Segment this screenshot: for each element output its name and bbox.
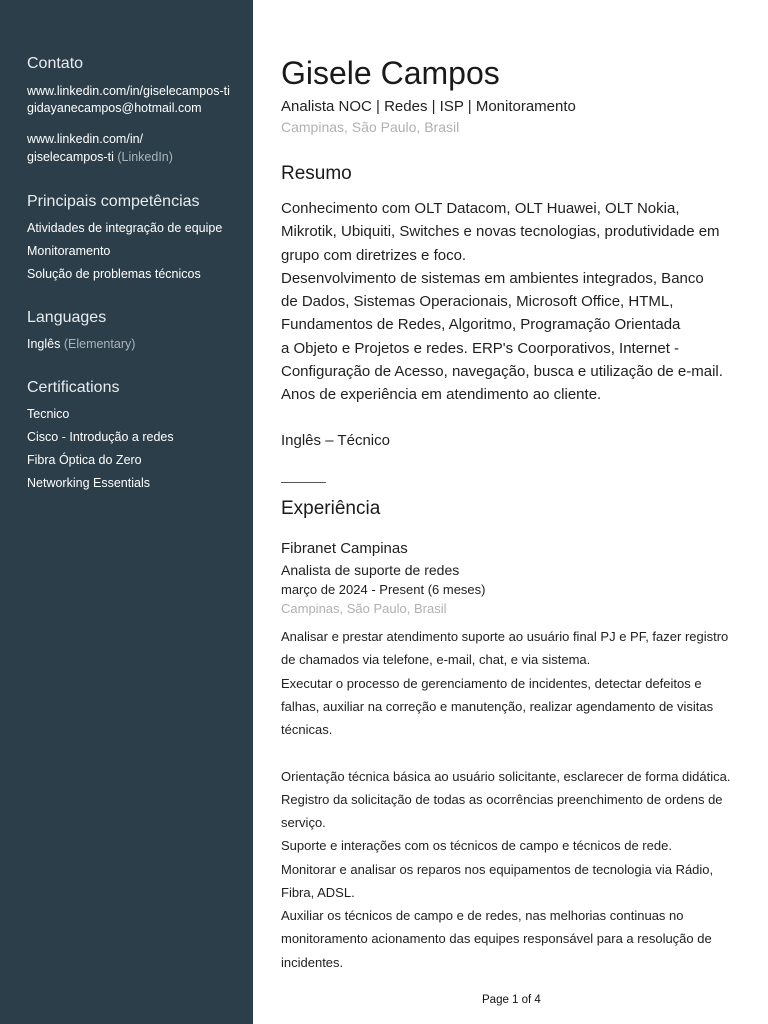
page-number: Page 1 of 4	[482, 994, 541, 1006]
profile-headline: Analista NOC | Redes | ISP | Monitoramento	[281, 98, 576, 115]
summary-line: a Objeto e Projetos e redes. ERP's Coorporativos, Internet -	[281, 339, 680, 357]
summary-line: Fundamentos de Redes, Algoritmo, Programação Orientada	[281, 316, 681, 334]
contact-heading: Contato	[27, 55, 84, 72]
description-line: incidentes.	[281, 954, 344, 970]
skill-item: Solução de problemas técnicos	[27, 267, 201, 281]
experience-title: Experiência	[281, 498, 381, 519]
linkedin-link-2[interactable]: www.linkedin.com/in/	[27, 132, 144, 146]
description-line: Orientação técnica básica ao usuário solicitante, esclarecer de forma didática.	[281, 768, 731, 784]
description-line: Suporte e interações com os técnicos de campo e técnicos de rede.	[281, 838, 672, 854]
linkedin-handle: giselecampos-ti	[27, 150, 114, 164]
experience-dates: março de 2024 - Present (6 meses)	[281, 582, 486, 597]
experience-location: Campinas, São Paulo, Brasil	[281, 601, 447, 616]
description-line: de chamados via telefone, e-mail, chat, e via sistema.	[281, 652, 591, 668]
languages-heading: Languages	[27, 309, 107, 326]
description-line: Executar o processo de gerenciamento de incidentes, detectar defeitos e	[281, 675, 702, 691]
description-line: Fibra, ADSL.	[281, 884, 355, 900]
linkedin-link[interactable]: www.linkedin.com/in/giselecampos-ti	[27, 84, 230, 98]
summary-line: grupo com diretrizes e foco.	[281, 246, 467, 264]
linkedin-suffix: (LinkedIn)	[117, 150, 173, 164]
summary-line: Anos de experiência em atendimento ao cliente.	[281, 386, 602, 404]
experience-role: Analista de suporte de redes	[281, 562, 460, 578]
description-line: serviço.	[281, 815, 326, 830]
section-divider	[281, 482, 326, 483]
summary-line: Conhecimento com OLT Datacom, OLT Huawei, OLT Nokia,	[281, 200, 680, 217]
main-content	[253, 0, 768, 1024]
linkedin-link-2-cont[interactable]	[27, 149, 173, 165]
description-line: técnicas.	[281, 722, 333, 737]
skill-item: Atividades de integração de equipe	[27, 221, 223, 235]
certification-item: Networking Essentials	[27, 476, 150, 490]
summary-text	[281, 197, 723, 407]
description-line	[281, 741, 730, 764]
summary-line: Configuração de Acesso, navegação, busca e utilização de e-mail.	[281, 363, 723, 381]
description-line: monitoramento acionamento das equipes responsável para a resolução de	[281, 931, 712, 947]
language-name: Inglês	[27, 337, 61, 351]
summary-line: Mikrotik, Ubiquiti, Switches e novas tecnologias, produtividade em	[281, 223, 720, 241]
skill-item: Monitoramento	[27, 244, 111, 258]
description-line: Analisar e prestar atendimento suporte ao usuário final PJ e PF, fazer registro	[281, 629, 729, 644]
profile-name: Gisele Campos	[281, 55, 500, 91]
email-link[interactable]: gidayanecampos@hotmail.com	[27, 101, 202, 115]
language-note: Inglês – Técnico	[281, 432, 390, 449]
description-line: Registro da solicitação de todas as ocorrências preenchimento de ordens de	[281, 791, 723, 807]
experience-description	[281, 625, 730, 974]
summary-line: de Dados, Sistemas Operacionais, Microsoft Office, HTML,	[281, 293, 674, 311]
certifications-heading: Certifications	[27, 379, 120, 396]
summary-title: Resumo	[281, 163, 352, 184]
description-line: Auxiliar os técnicos de campo e de redes, nas melhorias continuas no	[281, 908, 684, 923]
skills-heading: Principais competências	[27, 193, 200, 210]
sidebar	[0, 0, 253, 1024]
profile-location: Campinas, São Paulo, Brasil	[281, 119, 460, 135]
experience-company: Fibranet Campinas	[281, 540, 408, 557]
description-line: Monitorar e analisar os reparos nos equipamentos de tecnologia via Rádio,	[281, 861, 714, 877]
certification-item: Cisco - Introdução a redes	[27, 430, 174, 444]
certification-item: Fibra Óptica do Zero	[27, 453, 142, 467]
certification-item: Tecnico	[27, 407, 70, 421]
description-line: falhas, auxiliar na correção e manutenção, realizar agendamento de visitas	[281, 698, 714, 714]
language-item	[27, 336, 135, 352]
summary-line: Desenvolvimento de sistemas em ambientes integrados, Banco	[281, 269, 704, 287]
language-level: (Elementary)	[63, 337, 136, 351]
